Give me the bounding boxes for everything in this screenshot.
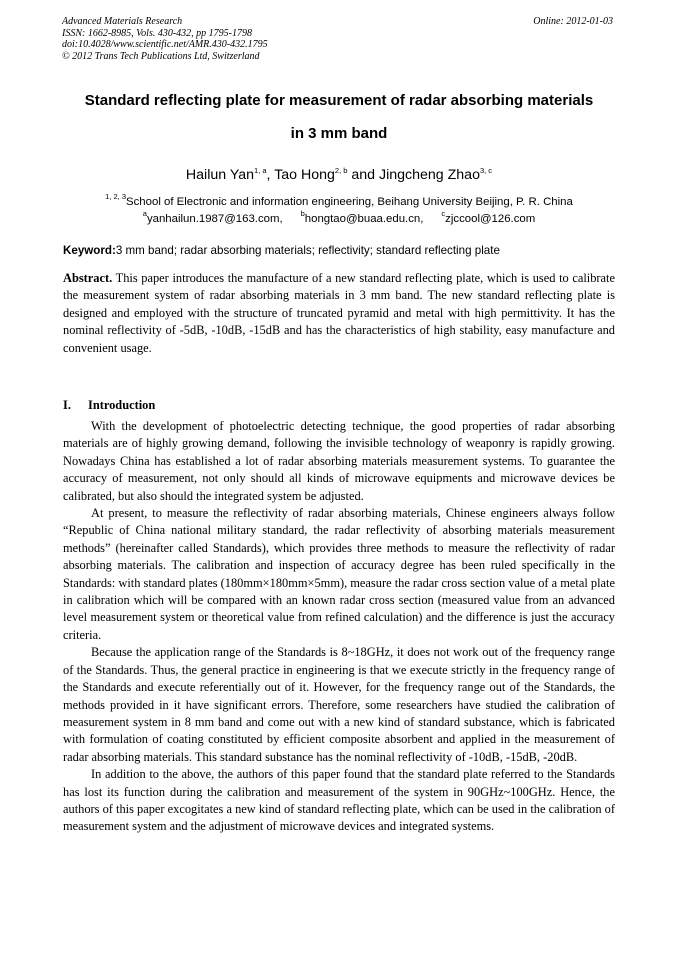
keyword-label: Keyword: bbox=[63, 244, 116, 257]
doi-line: doi:10.4028/www.scientific.net/AMR.430-432.1795 bbox=[62, 39, 268, 51]
email-list bbox=[40, 209, 638, 226]
paper-title-line-2: in 3 mm band bbox=[290, 125, 388, 142]
author-separator: and bbox=[347, 167, 379, 183]
email-sup: a bbox=[142, 209, 147, 218]
keywords bbox=[63, 244, 615, 258]
author-name: Tao Hong bbox=[274, 167, 335, 183]
abstract-label: Abstract. bbox=[63, 271, 113, 285]
email-address[interactable]: zjccool@126.com bbox=[445, 213, 536, 225]
email-address[interactable]: yanhailun.1987@163.com, bbox=[146, 213, 283, 225]
email-address[interactable]: hongtao@buaa.edu.cn, bbox=[304, 213, 424, 225]
copyright-line: © 2012 Trans Tech Publications Ltd, Switzerland bbox=[62, 50, 260, 62]
author-name: Jingcheng Zhao bbox=[379, 167, 480, 183]
abstract-text: This paper introduces the manufacture of a new standard reflecting plate, which is used to calibrate the measurement system of radar absorbing materials in 3 mm band. The new standard reflecting plate is designed and employed with the structure of truncated pyramid and metal with high permittivity. It has the nominal reflectivity of -5dB, -10dB, -15dB and has the characteristics of high stability, easy manufacture and convenient usage. bbox=[63, 271, 615, 355]
email-sup: c bbox=[441, 209, 446, 218]
author-sup: 2, b bbox=[334, 166, 348, 175]
author-name: Hailun Yan bbox=[185, 167, 255, 183]
section-heading bbox=[63, 397, 155, 414]
abstract bbox=[63, 270, 615, 357]
paragraph: Because the application range of the Standards is 8~18GHz, it does not work out of the frequency range of the Standards. Thus, the general practice in engineering is that we execute strictly in the frequency range of the Standards and execute referentially out of it. However, for the frequency range out of the Standards, the methods provided in it have significant errors. Therefore, some researchers have studied the calibration of measurement system in 8 mm band and come out with a new kind of standard substance, which is fabricated with formulation of coating constituted by efficient composite absorbent and applied in the measurement of radar absorbing materials. This standard substance has the nominal reflectivity of -10dB, -15dB, -20dB. bbox=[63, 645, 615, 764]
affiliation-text: School of Electronic and information engineering, Beihang University Beijing, P. R. China bbox=[126, 196, 573, 208]
paper-title-line-1: Standard reflecting plate for measurement of radar absorbing materials bbox=[84, 92, 594, 109]
section-number: I. bbox=[63, 398, 71, 412]
email-sup: b bbox=[300, 209, 305, 218]
introduction-body bbox=[63, 418, 615, 836]
author-separator: , bbox=[266, 167, 275, 183]
online-date: Online: 2012-01-03 bbox=[533, 16, 613, 27]
paragraph: In addition to the above, the authors of this paper found that the standard plate referred to the Standards has lost its function during the calibration and measurement of the system in 90GHz~100GHz. Hence, the authors of this paper excogitates a new kind of standard reflecting plate, which can be used in the calibration of measurement system and the adjustment of microwave devices and integrated systems. bbox=[63, 767, 615, 834]
journal-header bbox=[62, 16, 268, 62]
paragraph: With the development of photoelectric detecting technique, the good properties of radar absorbing materials are of highly growing demand, following the invisible technology of weaponry is rapidly growing. Nowadays China has established a lot of radar absorbing materials measurement systems. To guarantee the accuracy of measurement, not only should all kinds of microwave equipments and microwave devices be calibrated, but also should the integrated system be adjusted. bbox=[63, 419, 615, 503]
journal-name: Advanced Materials Research bbox=[62, 16, 183, 27]
issn-line: ISSN: 1662-8985, Vols. 430-432, pp 1795-1798 bbox=[62, 27, 252, 39]
affiliation bbox=[40, 192, 638, 209]
author-list bbox=[40, 166, 638, 184]
keyword-text: 3 mm band; radar absorbing materials; reflectivity; standard reflecting plate bbox=[115, 244, 500, 257]
paragraph: At present, to measure the reflectivity of radar absorbing materials, Chinese engineers always follow “Republic of China national military standard, the radar reflectivity of absorbing materials measurement methods” (hereinafter called Standards), which provides three methods to measure the reflectivity of radar absorbing materials. The calibration and inspection of accuracy degree has been ruled specifically in the Standards: with standard plates (180mm×180mm×5mm), measure the radar cross section value of a metal plate in calibration which will be compared with an known radar cross section (measured value from an advanced level measurement system or theoretical value from refined calculation) and the difference is just the accuracy criteria. bbox=[63, 506, 615, 642]
affiliation-sup: 1, 2, 3 bbox=[105, 192, 127, 201]
author-sup: 1, a bbox=[254, 166, 267, 175]
author-sup: 3, c bbox=[479, 166, 493, 175]
section-title: Introduction bbox=[88, 398, 156, 412]
